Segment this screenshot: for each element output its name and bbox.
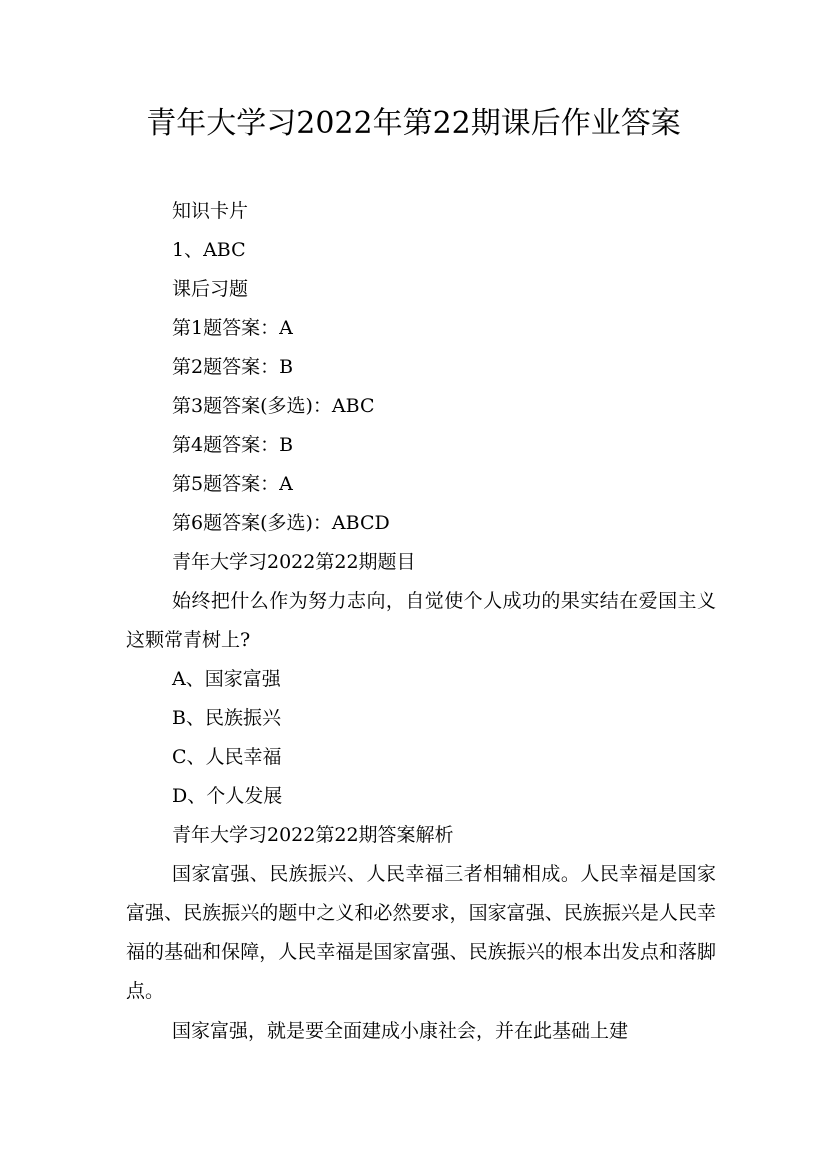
answer-q6: 第6题答案(多选)：ABCD xyxy=(172,512,390,534)
card-heading: 知识卡片 xyxy=(172,200,249,222)
analysis-paragraph-1: 国家富强、民族振兴、人民幸福三者相辅相成。人民幸福是国家富强、民族振兴的题中之义和必然要求，国家富强、民族振兴是人民幸福的基础和保障，人民幸福是国家富强、民族振兴的根本出发点和落脚点。 xyxy=(126,863,716,1002)
answer-q3: 第3题答案(多选)：ABC xyxy=(172,395,375,417)
page-title: 青年大学习2022年第22期课后作业答案 xyxy=(146,106,681,141)
document-body xyxy=(126,192,716,1051)
answer-q5: 第5题答案：A xyxy=(172,473,293,495)
option-d: D、个人发展 xyxy=(172,785,283,807)
option-a: A、国家富强 xyxy=(172,668,281,690)
analysis-heading: 青年大学习2022第22期答案解析 xyxy=(172,824,454,846)
exercise-heading: 课后习题 xyxy=(172,278,249,300)
answer-q2: 第2题答案：B xyxy=(172,356,294,378)
analysis-paragraph-2: 国家富强，就是要全面建成小康社会，并在此基础上建 xyxy=(172,1020,629,1042)
option-b: B、民族振兴 xyxy=(172,707,281,729)
question-heading: 青年大学习2022第22期题目 xyxy=(172,551,416,573)
card-answer: 1、ABC xyxy=(172,239,246,261)
answer-q4: 第4题答案：B xyxy=(172,434,294,456)
question-text: 始终把什么作为努力志向，自觉使个人成功的果实结在爱国主义这颗常青树上? xyxy=(126,590,716,651)
option-c: C、人民幸福 xyxy=(172,746,282,768)
answer-q1: 第1题答案：A xyxy=(172,317,293,339)
